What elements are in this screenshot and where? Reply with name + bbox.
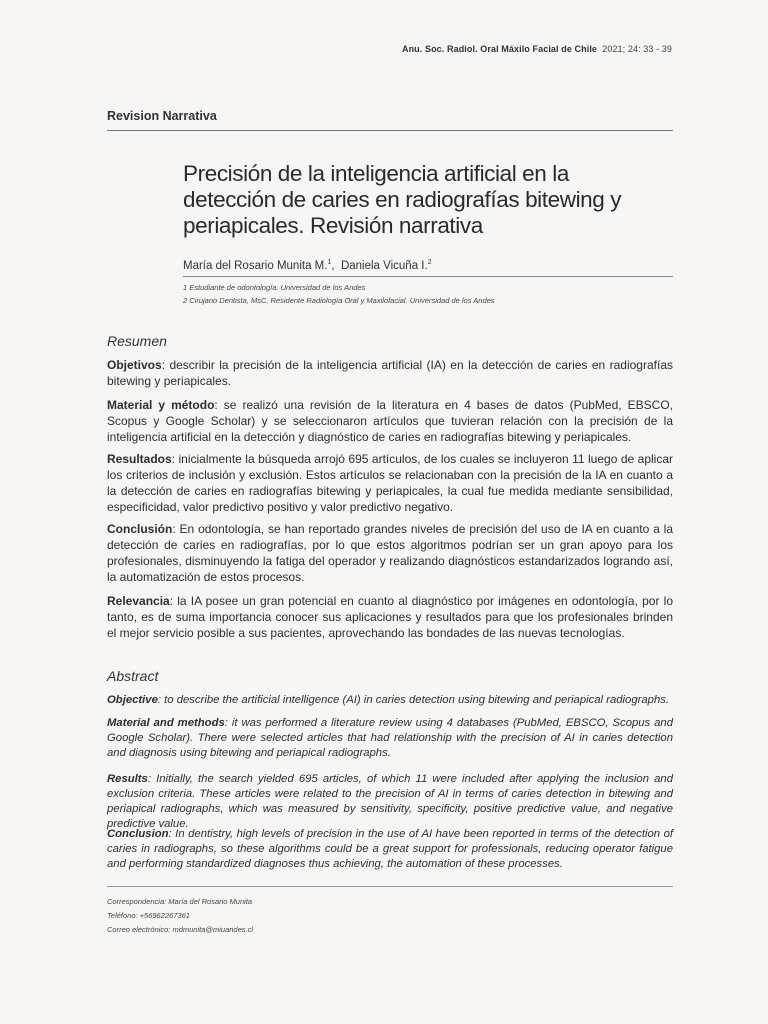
article-title: Precisión de la inteligencia artificial en la detección de caries en radiografías bitewing y periapicales. Revisión narrativa	[183, 161, 622, 238]
abstract-objective	[107, 693, 673, 708]
resumen-relevancia	[107, 593, 673, 641]
journal-name: Anu. Soc. Radiol. Oral Máxilo Facial de Chile	[401, 44, 598, 54]
abstract-results-text: : Initially, the search yielded 695 articles, of which 11 were included after applying the inclusion and exclusion criteria. These articles were related to the precision of AI in terms of caries detection in bitewing and periapical radiographs, which was measured by sensitivity, specificity, positive predictive value, and negative predictive value.	[107, 773, 673, 830]
resumen-material-metodo-text: : se realizó una revisión de la literatura en 4 bases de datos (PubMed, EBSCO, Scopus y Google Scholar) y se seleccionaron artículos que tuvieran relación con la precisión de la inteligencia artificial en la detección y diagnóstico de caries en radiografías bitewing y periapicales.	[107, 398, 673, 444]
abstract-results-label: Results	[107, 773, 148, 785]
resumen-relevancia-text: : la IA posee un gran potencial en cuanto al diagnóstico por imágenes en odontología, por lo tanto, es de suma importancia conocer sus aplicaciones y resultados para que los profesionales brinden el mejor servicio posible a sus pacientes, aprovechando las bondades de las nuevas tecnologías.	[107, 594, 673, 640]
header-divider	[107, 130, 673, 131]
article-type-label: Revision Narrativa	[107, 109, 217, 123]
resumen-heading: Resumen	[107, 333, 167, 349]
resumen-conclusion	[107, 521, 673, 585]
abstract-objective-text: : to describe the artificial intelligence (AI) in caries detection using bitewing and periapical radiographs.	[157, 694, 670, 706]
affiliation-2: 2 Cirujano Dentista, MsC, Residente Radiología Oral y Maxilofacial. Universidad de los Andes	[183, 296, 495, 305]
abstract-material-methods	[107, 716, 673, 761]
resumen-objetivos-label: Objetivos	[107, 358, 162, 372]
abstract-results	[107, 772, 673, 832]
footer-divider	[107, 886, 673, 887]
correspondence-phone: Teléfono: +56962267361	[107, 911, 190, 920]
abstract-conclusion-text: : In dentistry, high levels of precision in the use of AI have been reported in terms of the detection of caries in radiographs, so these algorithms could be a great support for professionals, reducing operator fatigue and performing standardized diagnoses thus achieving, the automation of these processes.	[107, 828, 673, 870]
abstract-objective-label: Objective	[107, 694, 158, 706]
resumen-conclusion-text: : En odontología, se han reportado grandes niveles de precisión del uso de IA en cuanto a la detección de caries en radiografías, por lo que estos algoritmos podrían ser un gran apoyo para los profesionales, disminuyendo la fatiga del operador y realizando diagnósticos estandarizados logrando así, la automatización de estos procesos.	[107, 522, 673, 584]
abstract-material-methods-label: Material and methods	[107, 717, 225, 729]
resumen-objetivos-text: : describir la precisión de la inteligencia artificial (IA) en la detección de caries en radiografías bitewing y periapicales.	[107, 358, 673, 388]
correspondence-name: Correspondencia: María del Rosario Munita	[107, 897, 253, 906]
author-1: María del Rosario Munita M.	[183, 259, 328, 272]
resumen-relevancia-label: Relevancia	[107, 594, 170, 608]
abstract-heading: Abstract	[107, 668, 159, 684]
authors-divider	[183, 276, 673, 277]
abstract-material-methods-text: : it was performed a literature review using 4 databases (PubMed, EBSCO, Scopus and Google Scholar). There were selected articles that had relationship with the precision of AI in caries detection and diagnosis using bitewing and periapical radiographs.	[107, 717, 673, 759]
abstract-conclusion	[107, 827, 673, 872]
abstract-conclusion-label: Conclusion	[107, 828, 169, 840]
journal-volume-pages: 2021; 24: 33 - 39	[602, 44, 672, 54]
author-2: Daniela Vicuña I.	[340, 259, 428, 272]
resumen-conclusion-label: Conclusión	[107, 522, 173, 536]
author-1-affiliation-marker: 1	[327, 259, 332, 266]
resumen-resultados-text: : inicialmente la búsqueda arrojó 695 artículos, de los cuales se incluyeron 11 luego de aplicar los criterios de inclusión y exclusión. Estos artículos se relacionaban con la precisión de la IA en cuanto a la detección de caries en radiografías bitewing y periapicales, la cual fue medida mediante sensibilidad, especificidad, valor predictivo positivo y valor predictivo negativo.	[107, 452, 673, 514]
resumen-material-metodo-label: Material y método	[107, 398, 215, 412]
correspondence-email: Correo electrónico: mdmunita@miuandes.cl	[107, 925, 254, 934]
resumen-resultados	[107, 451, 673, 515]
authors-line: María del Rosario Munita M.$^1$, Daniela Vicuña I.$^2$	[183, 259, 432, 272]
resumen-material-metodo	[107, 397, 673, 445]
resumen-resultados-label: Resultados	[107, 452, 172, 466]
affiliation-1: 1 Estudiante de odontología. Universidad de los Andes	[183, 283, 366, 292]
resumen-objetivos	[107, 357, 673, 389]
journal-citation	[402, 44, 672, 54]
author-2-affiliation-marker: 2	[427, 259, 432, 266]
